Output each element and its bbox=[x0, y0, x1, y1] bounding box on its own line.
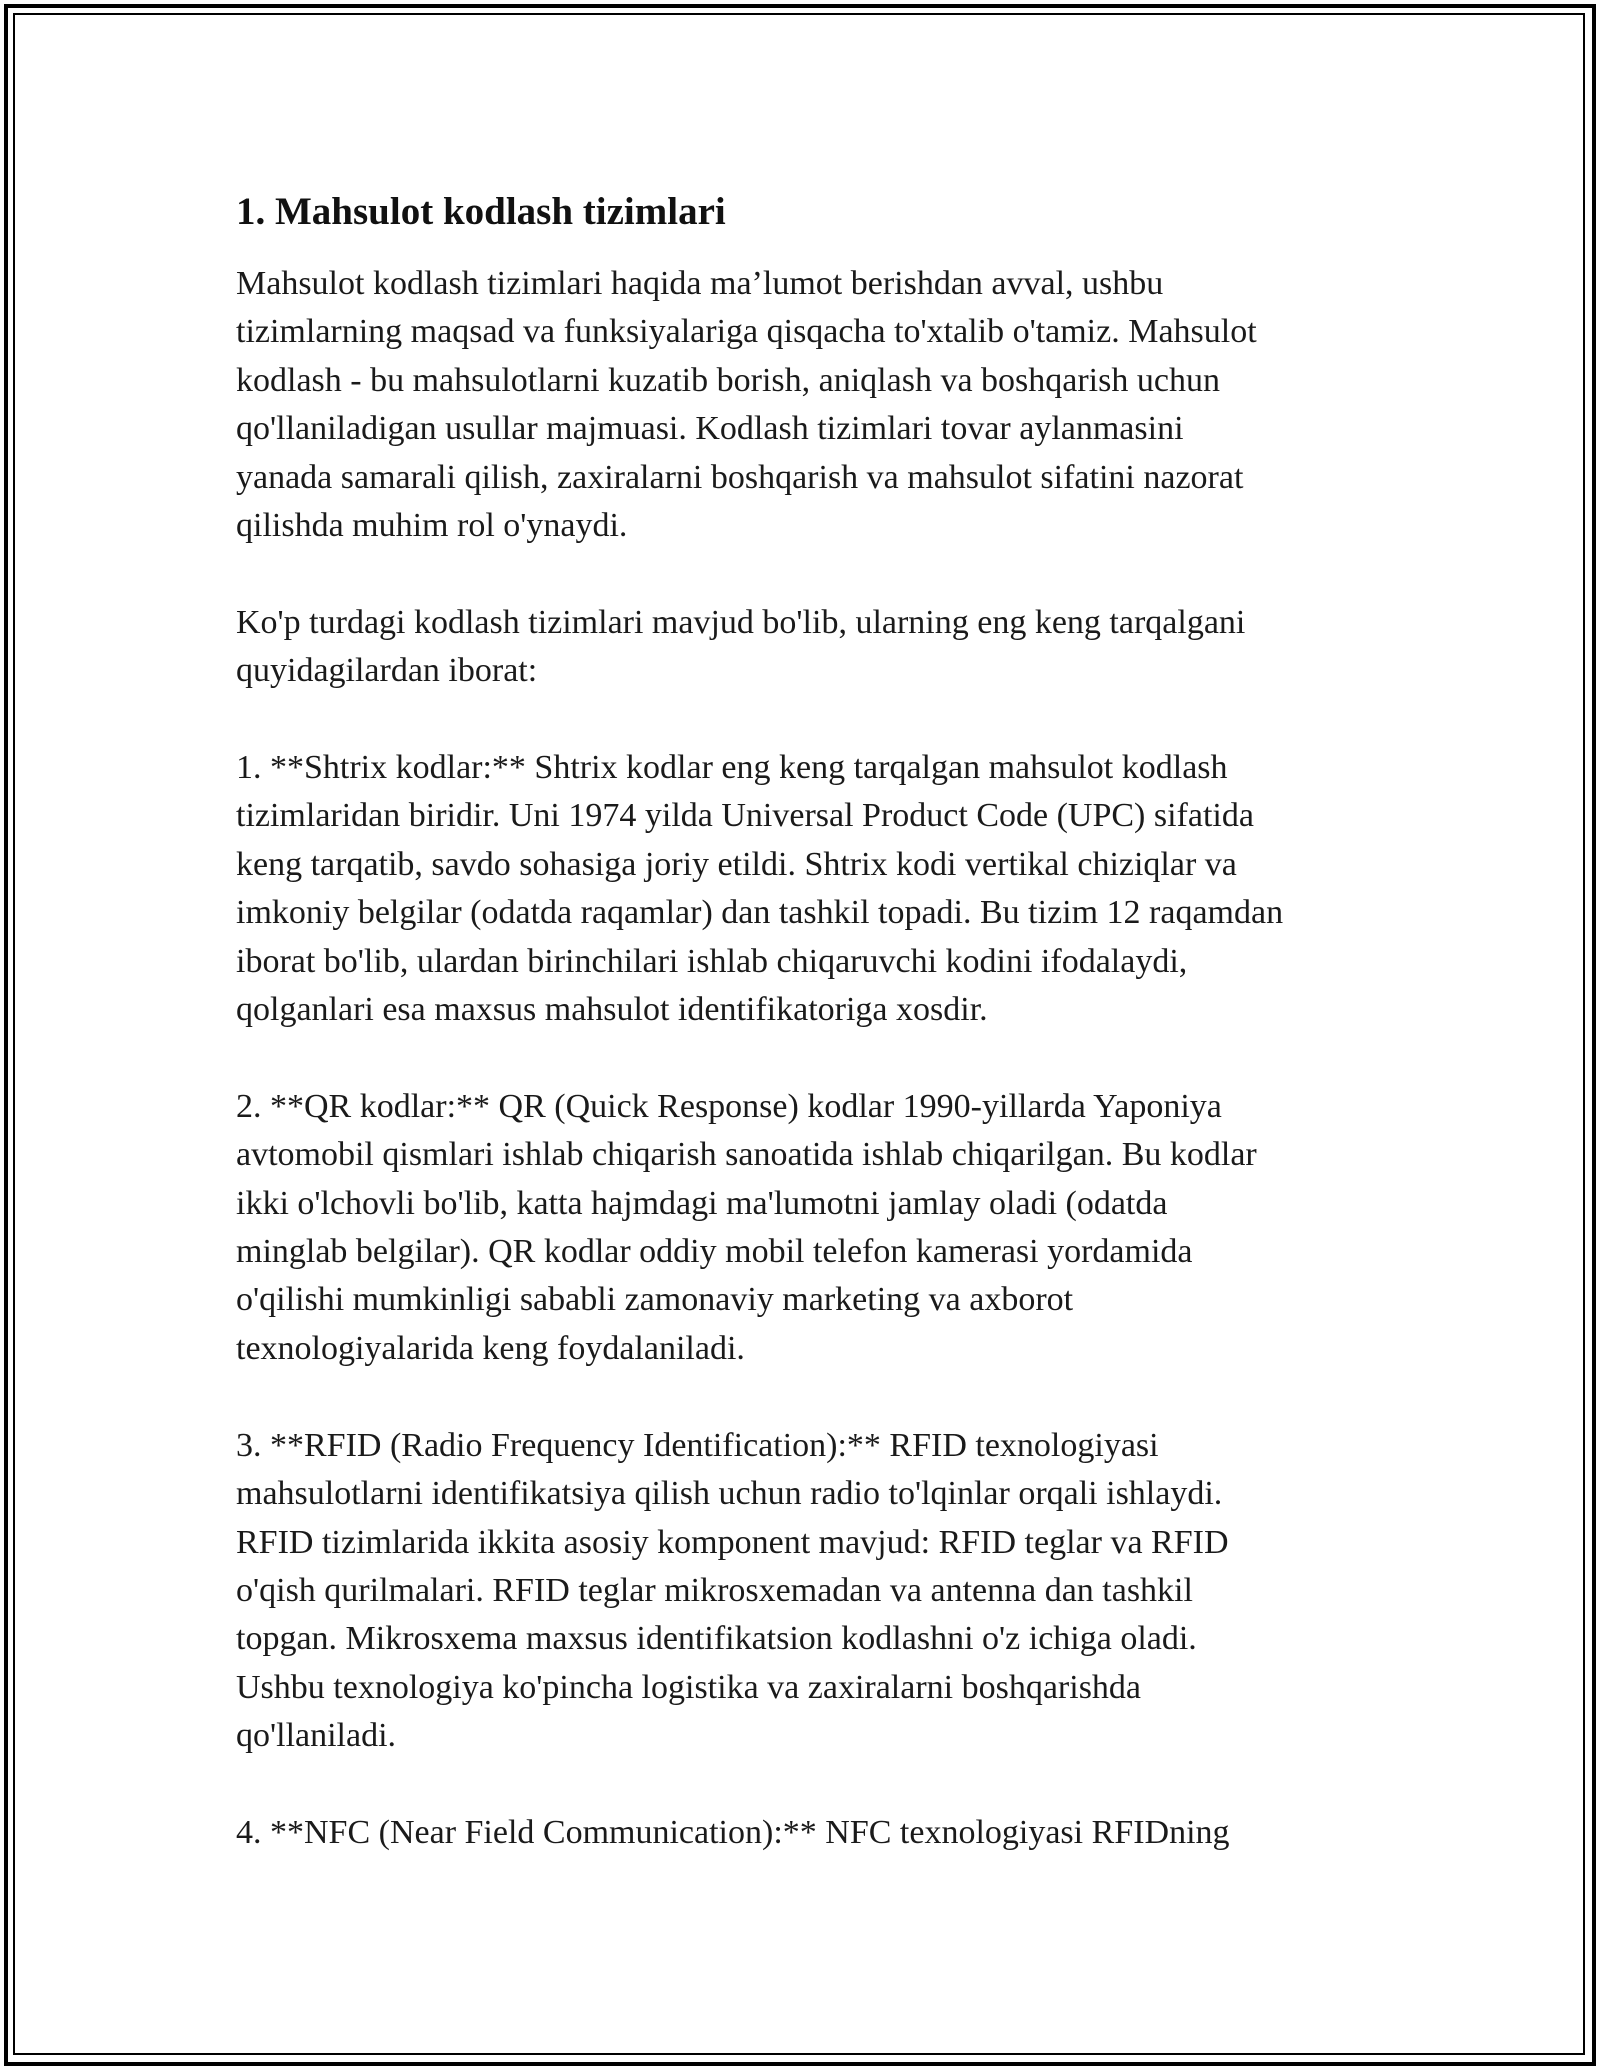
paragraph-rfid: 3. **RFID (Radio Frequency Identification):** RFID texnologiyasi mahsulotlarni identifikatsiya qilish uchun radio to'lqinlar orqali ishlaydi. RFID tizimlarida ikkita asosiy komponent mavjud: RFID teglar va RFID o'qish qurilmalari. RFID teglar mikrosxemadan va antenna dan tashkil topgan. Mikrosxema maxsus identifikatsion kodlashni o'z ichiga oladi. Ushbu texnologiya ko'pincha logistika va zaxiralarni boshqarishda qo'llaniladi. bbox=[236, 1426, 1229, 1755]
section-heading: 1. Mahsulot kodlash tizimlari bbox=[236, 190, 726, 233]
paragraph-nfc: 4. **NFC (Near Field Communication):** NFC texnologiyasi RFIDning bbox=[236, 1813, 1230, 1851]
paragraph-intro: Mahsulot kodlash tizimlari haqida ma’lumot berishdan avval, ushbu tizimlarning maqsad va funksiyalariga qisqacha to'xtalib o'tamiz. Mahsulot kodlash - bu mahsulotlarni kuzatib borish, aniqlash va boshqarish uchun qo'llaniladigan usullar majmuasi. Kodlash tizimlari tovar aylanmasini yanada samarali qilish, zaxiralarni boshqarish va mahsulot sifatini nazorat qilishda muhim rol o'ynaydi. bbox=[236, 265, 1257, 545]
paragraph-barcodes: 1. **Shtrix kodlar:** Shtrix kodlar eng keng tarqalgan mahsulot kodlash tizimlaridan biridir. Uni 1974 yilda Universal Product Code (UPC) sifatida keng tarqatib, savdo sohasiga joriy etildi. Shtrix kodi vertikal chiziqlar va imkoniy belgilar (odatda raqamlar) dan tashkil topadi. Bu tizim 12 raqamdan iborat bo'lib, ulardan birinchilari ishlab chiqaruvchi kodini ifodalaydi, qolganlari esa maxsus mahsulot identifikatoriga xosdir. bbox=[236, 749, 1284, 1029]
document-page bbox=[236, 188, 1386, 1857]
paragraph-qr-codes: 2. **QR kodlar:** QR (Quick Response) kodlar 1990-yillarda Yaponiya avtomobil qismlari ishlab chiqarish sanoatida ishlab chiqarilgan. Bu kodlar ikki o'lchovli bo'lib, katta hajmdagi ma'lumotni jamlay oladi (odatda minglab belgilar). QR kodlar oddiy mobil telefon kamerasi yordamida o'qilishi mumkinligi sababli zamonaviy marketing va axborot texnologiyalarida keng foydalaniladi. bbox=[236, 1087, 1257, 1367]
paragraph-types-intro: Ko'p turdagi kodlash tizimlari mavjud bo'lib, ularning eng keng tarqalgani quyidagilardan iborat: bbox=[236, 603, 1246, 690]
